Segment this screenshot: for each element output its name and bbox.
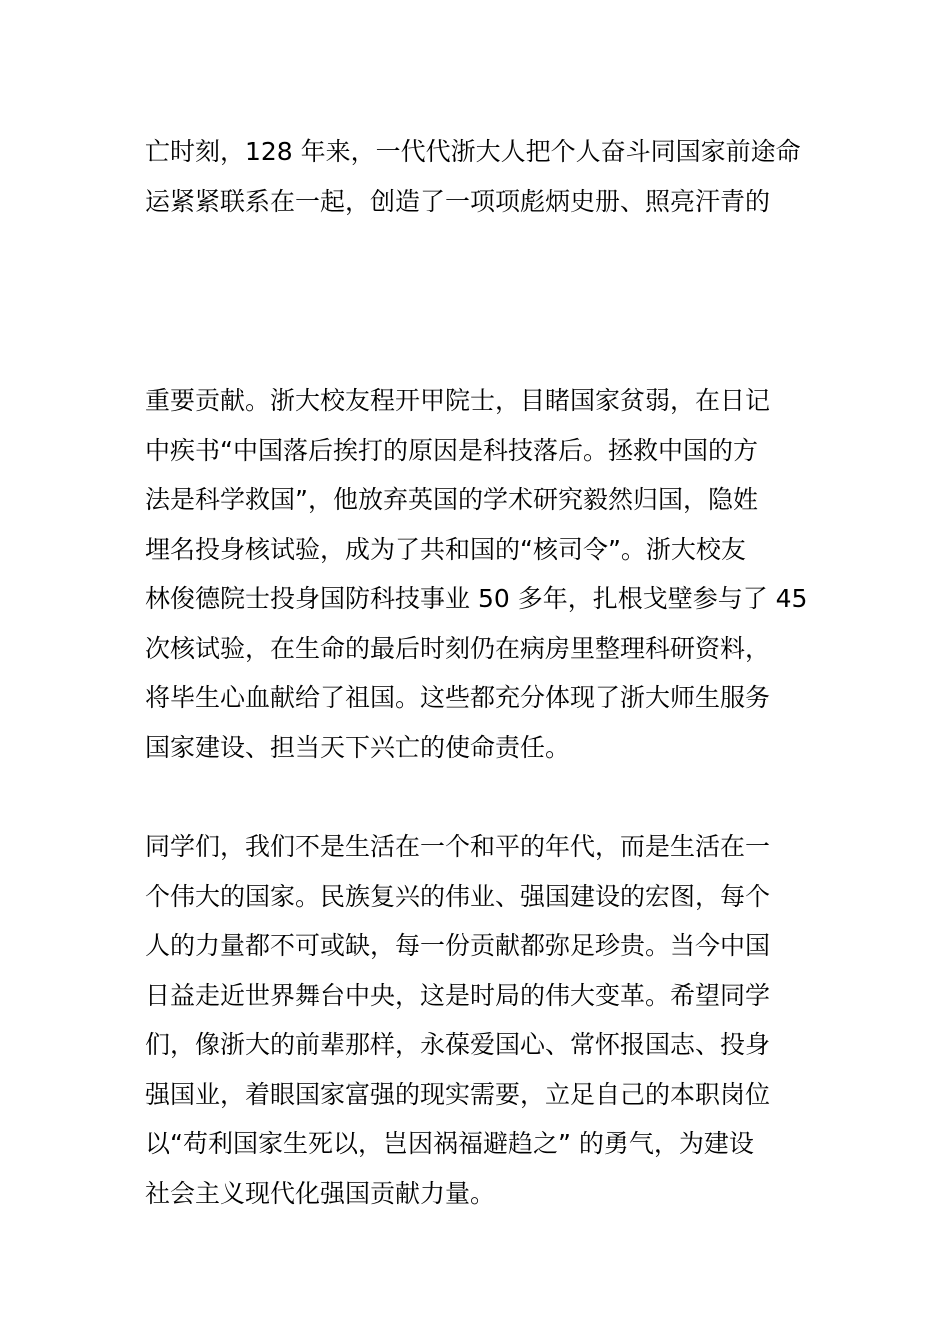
text-line: 埋名投身核试验，成为了共和国的“核司令”。浙大校友	[145, 534, 746, 564]
text-line: 日益走近世界舞台中央，这是时局的伟大变革。希望同学	[145, 980, 771, 1010]
paragraph-2	[145, 376, 815, 772]
text-line: 运紧紧联系在一起，创造了一项项彪炳史册、照亮汗青的	[145, 186, 771, 216]
text-line: 法是科学救国”，他放弃英国的学术研究毅然归国，隐姓	[145, 485, 758, 514]
text-line: 国家建设、担当天下兴亡的使命责任。	[145, 732, 571, 762]
text-line: 次核试验，在生命的最后时刻仍在病房里整理科研资料，	[145, 633, 771, 663]
paragraph-3	[145, 822, 815, 1218]
text-line: 亡时刻，128 年来，一代代浙大人把个人奋斗同国家前途命	[145, 137, 801, 166]
paragraph-1	[145, 127, 815, 226]
text-line: 强国业，着眼国家富强的现实需要，立足自己的本职岗位	[145, 1079, 771, 1109]
text-line: 们，像浙大的前辈那样，永葆爱国心、常怀报国志、投身	[145, 1030, 771, 1059]
text-line: 人的力量都不可或缺，每一份贡献都弥足珍贵。当今中国	[145, 931, 771, 960]
text-line: 同学们，我们不是生活在一个和平的年代，而是生活在一	[145, 832, 771, 861]
text-line: 将毕生心血献给了祖国。这些都充分体现了浙大师生服务	[145, 683, 771, 712]
text-line: 以“苟利国家生死以，岂因祸福避趋之” 的勇气，为建设	[145, 1129, 754, 1158]
text-line: 林俊德院士投身国防科技事业 50 多年，扎根戈壁参与了 45	[145, 584, 808, 613]
text-line: 重要贡献。浙大校友程开甲院士，目睹国家贫弱，在日记	[145, 386, 771, 415]
text-line: 中疾书“中国落后挨打的原因是科技落后。拯救中国的方	[145, 435, 758, 465]
text-line: 社会主义现代化强国贡献力量。	[145, 1178, 496, 1208]
text-line: 个伟大的国家。民族复兴的伟业、强国建设的宏图，每个	[145, 881, 771, 911]
